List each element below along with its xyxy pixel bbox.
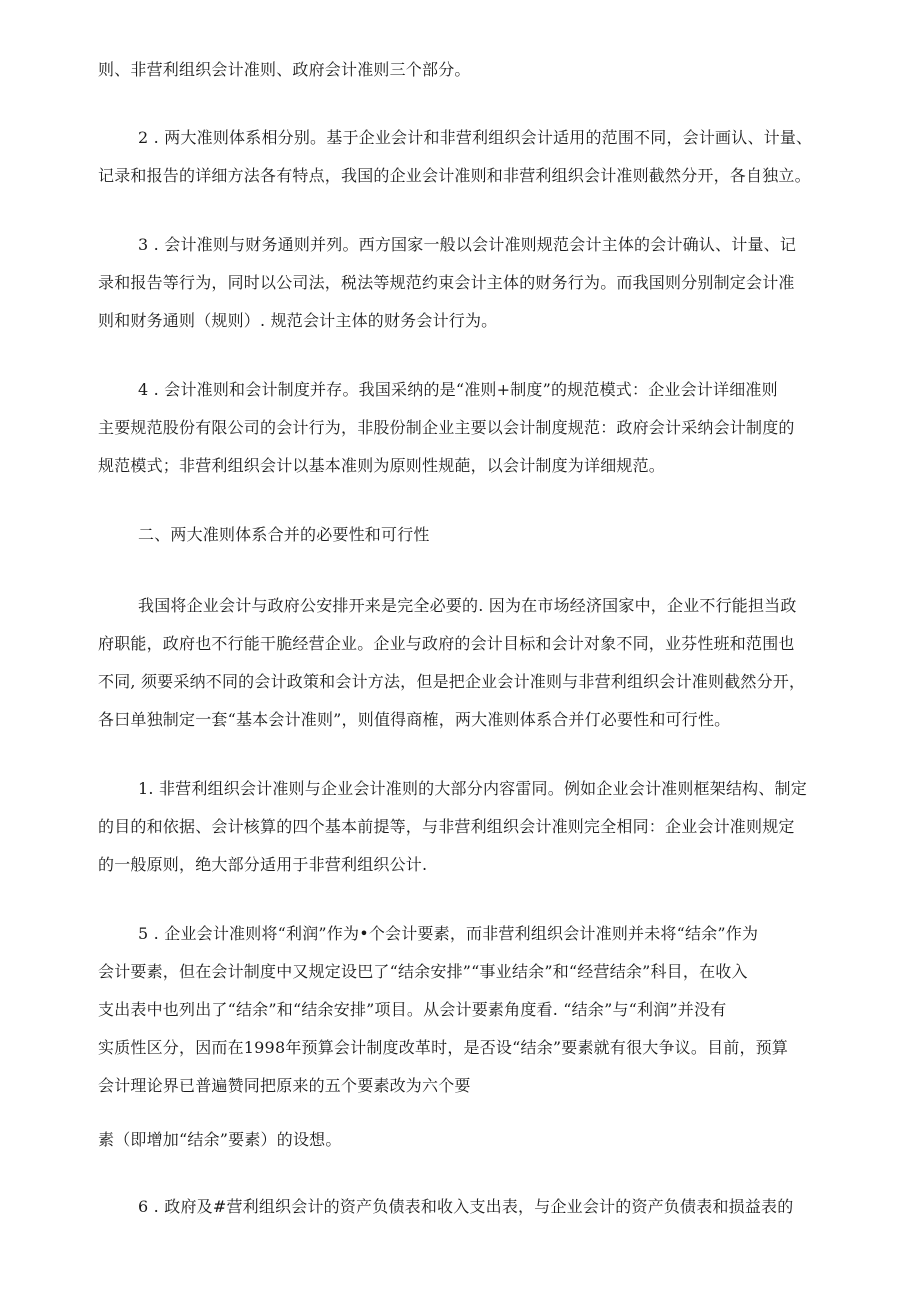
text-line: 实质性区分，因而在1998年预算会计制度改革时，是否设“结余”要素就有很大争议。目前，预算 — [98, 1038, 789, 1057]
text-line: 会计要素，但在会计制度中又规定设巴了“结余安排”“事业结余”和“经营结余”科目，在收入 — [98, 962, 748, 981]
text-line: 规范模式；非营利组织会计以基本准则为原则性规葩，以会计制度为详细规范。 — [98, 456, 666, 475]
text-line: 的一般原则，绝大部分适用于非营利组织公计. — [98, 855, 428, 874]
text-line: 记录和报告的详细方法各有特点，我国的企业会计准则和非营利组织会计准则截然分开，各自独立。 — [98, 166, 811, 185]
text-line: 1. 非营利组织会计准则与企业会计准则的大部分内容雷同。例如企业会计准则框架结构、制定 — [138, 779, 807, 798]
text-line: 府职能，政府也不行能干脆经营企业。企业与政府的会计目标和会计对象不同，业芬性班和范围也 — [98, 634, 795, 653]
text-line: 素（即增加“结余”要素）的设想。 — [98, 1130, 342, 1149]
text-line: 2 . 两大准则体系相分别。基于企业会计和非营利组织会计适用的范围不同，会计画认、计量、 — [138, 128, 813, 147]
text-line: 各曰单独制定一套“基本会计准则”，则值得商榷，两大准则体系合并仃必要性和可行性。 — [98, 710, 731, 729]
section-heading: 二、两大准则体系合并的必要性和可行性 — [138, 525, 430, 544]
text-line: 5 . 企业会计准则将“利润”作为•个会计要素，而非营利组织会计准则并未将“结余”作为 — [138, 924, 759, 943]
text-line: 我国将企业会计与政府公安排开来是完全必要的. 因为在市场经济国家中，企业不行能担当政 — [138, 596, 797, 615]
text-line: 则和财务通则（规则）. 规范会计主体的财务会计行为。 — [98, 311, 498, 330]
text-line: 3 . 会计准则与财务通则并列。西方国家一般以会计准则规范会计主体的会计确认、计量、记 — [138, 235, 797, 254]
text-line: 支出表中也列出了“结余”和“结余安排”项目。从会计要素角度看. “结余”与“利润”并没有 — [98, 1000, 727, 1019]
text-line: 6 . 政府及#营利组织会计的资产负债表和收入支出表，与企业会计的资产负债表和损益表的 — [138, 1197, 794, 1216]
text-line: 不同, 须要采纳不同的会计政策和会计方法，但是把企业会计准则与非营利组织会计准则截然分开， — [98, 672, 806, 691]
text-line: 的目的和依据、会计核算的四个基本前提等，与非营利组织会计准则完全相同：企业会计准则规定 — [98, 817, 795, 836]
text-line: 则、非营利组织会计准则、政府会计准则三个部分。 — [98, 60, 471, 79]
text-line: 4 . 会计准则和会计制度并存。我国采纳的是“准则+制度”的规范模式：企业会计详细准则 — [138, 380, 778, 399]
text-line: 会计理论界已普遍赞同把原来的五个要素改为六个要 — [98, 1076, 471, 1095]
text-line: 主要规范股份有限公司的会计行为，非股份制企业主要以会计制度规范：政府会计采纳会计制度的 — [98, 418, 795, 437]
text-line: 录和报告等行为，同时以公司法，税法等规范约束会计主体的财务行为。而我国则分别制定会计准 — [98, 273, 795, 292]
